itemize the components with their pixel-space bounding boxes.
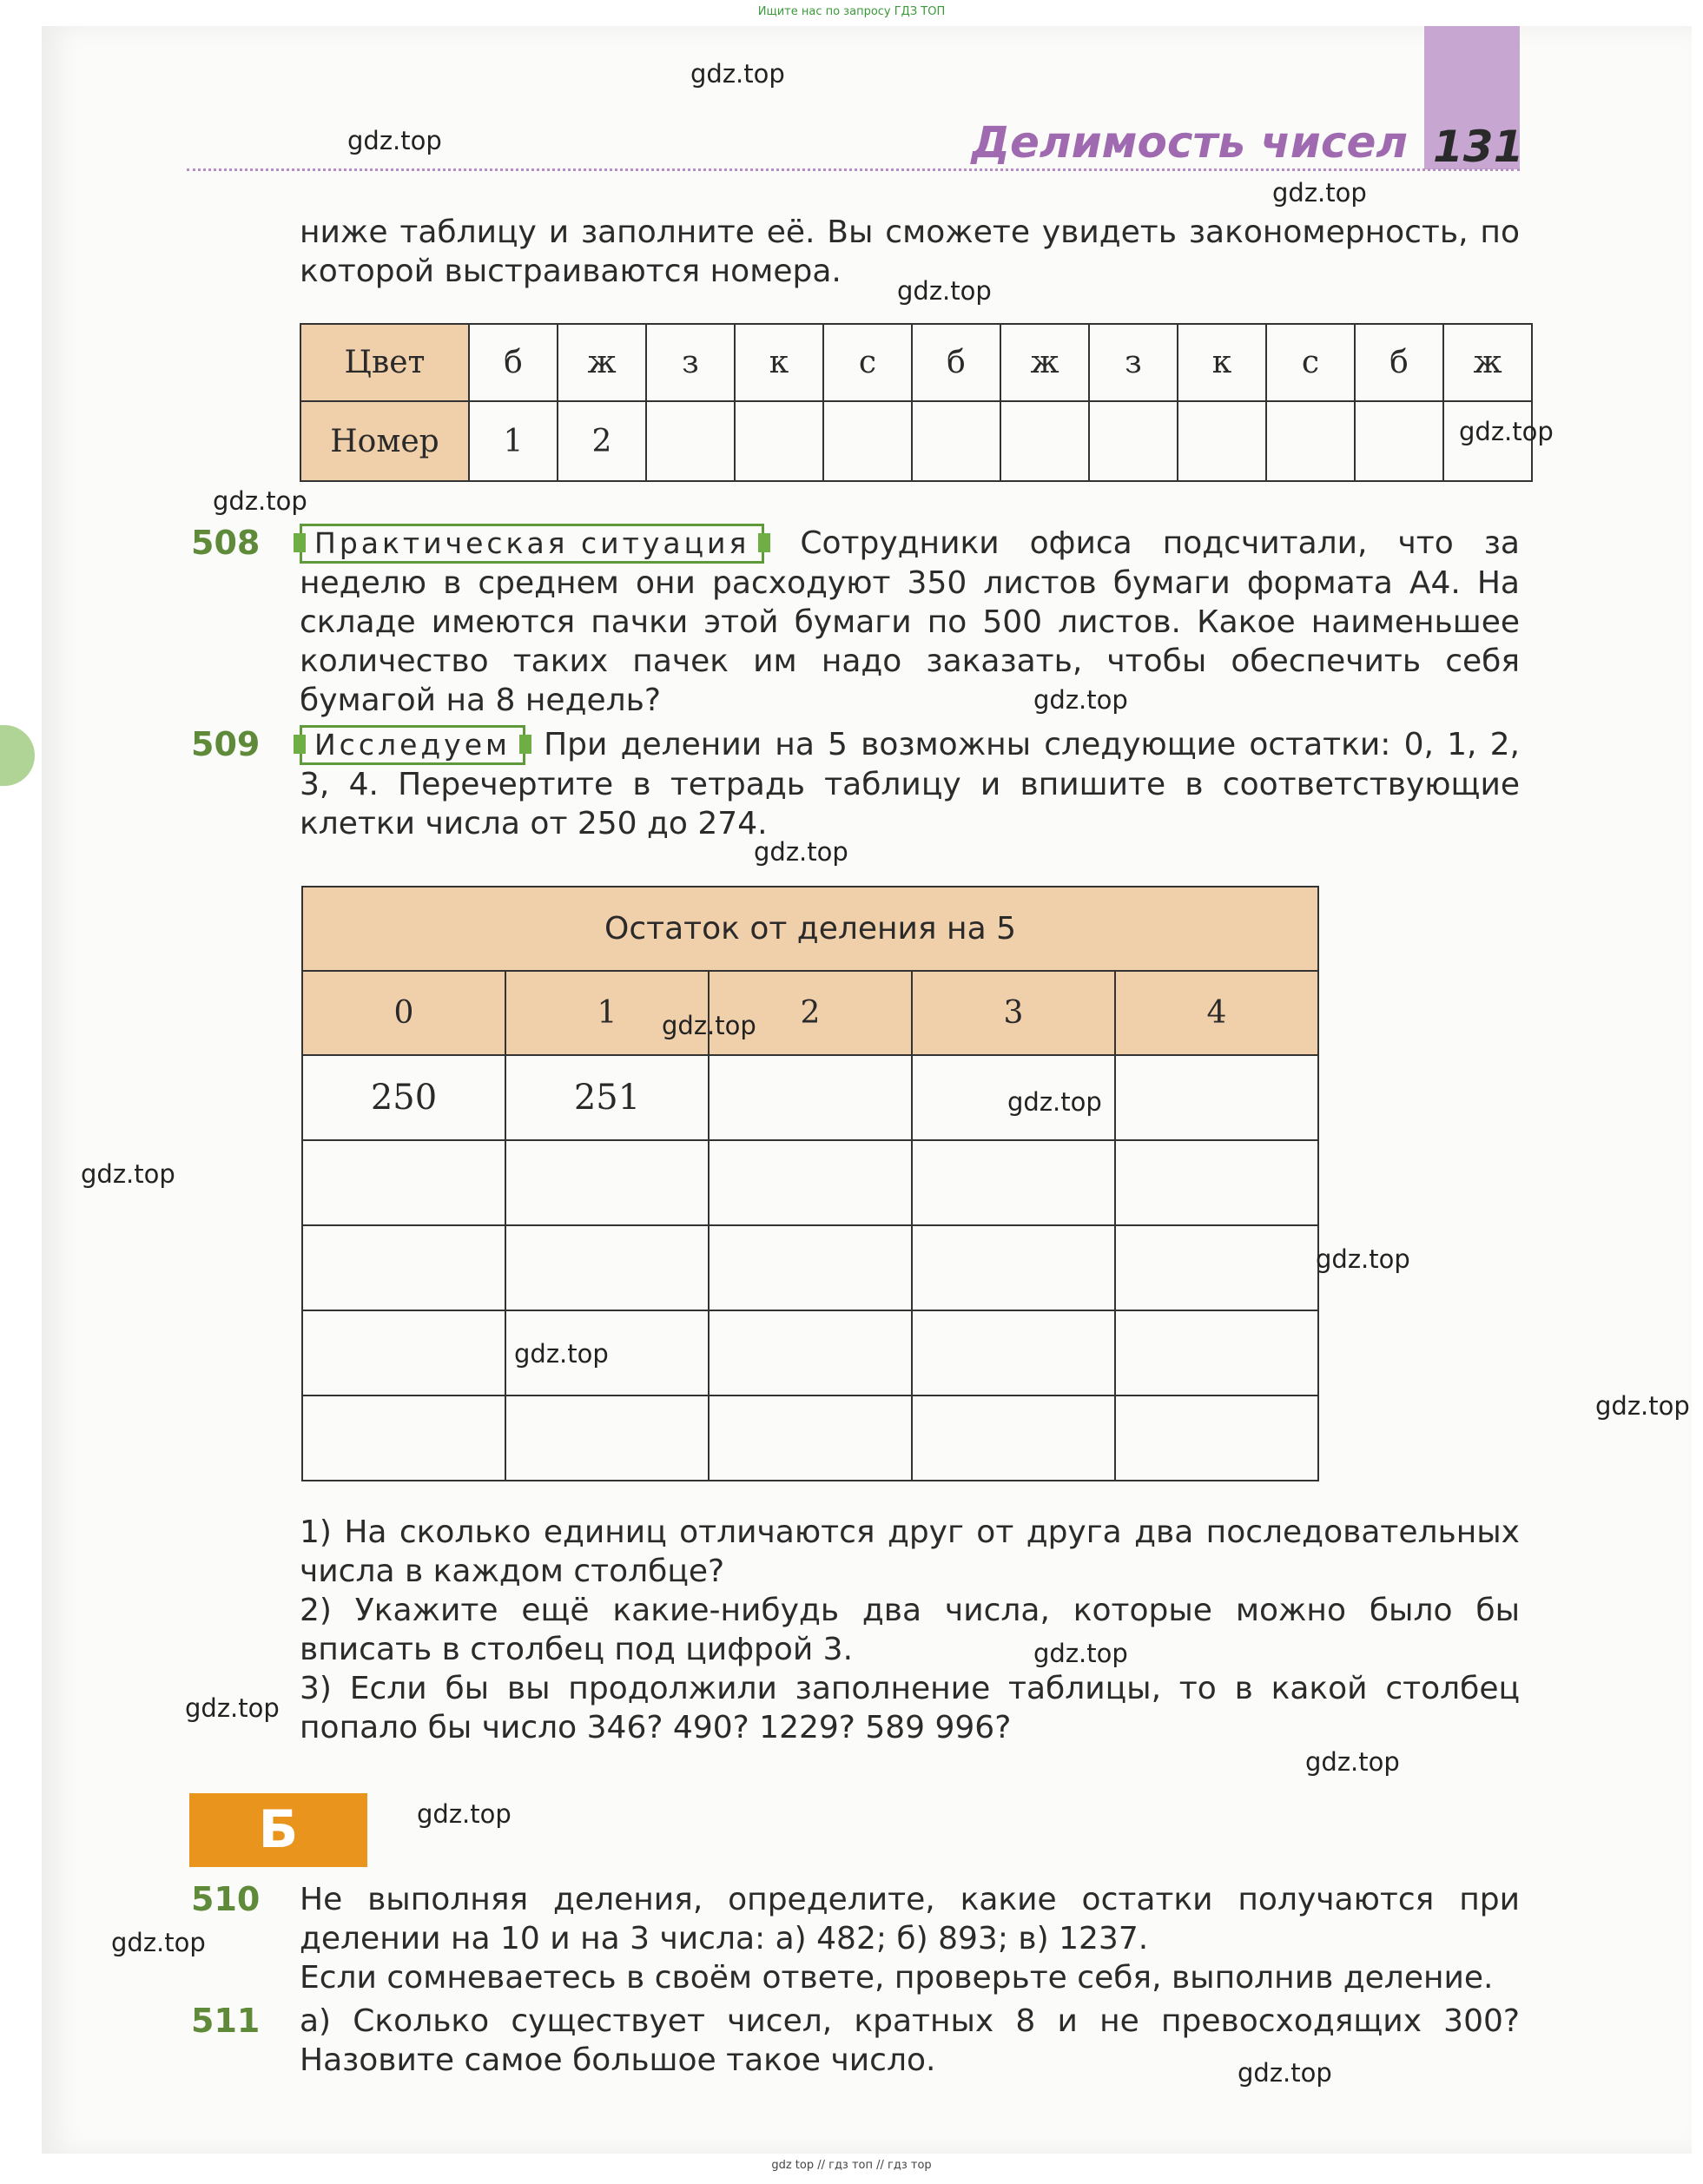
- remainder-header: 1: [505, 971, 709, 1055]
- watermark: gdz.top: [1459, 417, 1554, 446]
- chapter-title: Делимость чисел: [971, 117, 1408, 168]
- number-cell: [1000, 401, 1089, 481]
- table-row: [302, 1310, 1318, 1396]
- remainder-header: 4: [1115, 971, 1318, 1055]
- watermark: gdz.top: [1305, 1747, 1400, 1777]
- number-cell: 1: [469, 401, 558, 481]
- table-cell: [1115, 1140, 1318, 1225]
- remainder-header: 2: [709, 971, 912, 1055]
- page-number: 131: [1433, 122, 1524, 172]
- question-2: 2) Укажите ещё какие-нибудь два числа, которые можно было бы вписать в столбец под цифрой 3.: [300, 1593, 1520, 1667]
- watermark: gdz.top: [754, 837, 848, 867]
- watermark: gdz.top: [1238, 2058, 1332, 2088]
- problem-509-tag: Исследуем: [300, 725, 525, 765]
- table-cell: [912, 1310, 1115, 1396]
- color-cell: ж: [1000, 324, 1089, 401]
- problem-509-body: При делении на 5 возможны следующие остатки: 0, 1, 2, 3, 4. Перечертите в тетрадь таблицу и впишите в соответствующие клетки числа от 250 до 274.: [300, 727, 1520, 841]
- color-cell: з: [1089, 324, 1178, 401]
- watermark: gdz.top: [1316, 1244, 1410, 1274]
- number-cell: [735, 401, 823, 481]
- watermark: gdz.top: [1033, 1639, 1128, 1668]
- watermark: gdz.top: [347, 126, 442, 155]
- color-cell: к: [735, 324, 823, 401]
- number-cell: [912, 401, 1000, 481]
- color-cell: з: [646, 324, 735, 401]
- number-cell: [1266, 401, 1355, 481]
- watermark: gdz.top: [662, 1011, 756, 1040]
- problem-508-tag: Практическая ситуация: [300, 524, 764, 564]
- number-cell: [1355, 401, 1443, 481]
- table-row: [302, 1396, 1318, 1481]
- table-cell: [709, 1140, 912, 1225]
- table-cell: [505, 1225, 709, 1310]
- table-cell: [709, 1055, 912, 1140]
- color-cell: с: [1266, 324, 1355, 401]
- number-row: [300, 401, 1532, 481]
- table-cell: [302, 1140, 505, 1225]
- problem-511-text: а) Сколько существует чисел, кратных 8 и не превосходящих 300? Назовите самое большое такое число.: [300, 2003, 1520, 2078]
- table-cell: [709, 1396, 912, 1481]
- table-cell: [912, 1140, 1115, 1225]
- table-cell: [1115, 1055, 1318, 1140]
- problem-511-number: 511: [191, 2002, 261, 2040]
- problem-508-body: Сотрудники офиса подсчитали, что за неделю в среднем они расходуют 350 листов бумаги формата А4. На складе имеются пачки этой бумаги по 500 листов. Какое наименьшее количество таких пачек им надо заказать, чтобы обеспечить себя бумагой на 8 недель?: [300, 525, 1520, 718]
- watermark: gdz.top: [417, 1799, 512, 1829]
- problem-510-number: 510: [191, 1880, 261, 1918]
- table-cell: [302, 1310, 505, 1396]
- table-cell: [1115, 1310, 1318, 1396]
- watermark: gdz.top: [897, 276, 992, 306]
- color-cell: б: [1355, 324, 1443, 401]
- remainder-table-title: Остаток от деления на 5: [302, 887, 1318, 971]
- watermark: gdz.top: [185, 1693, 280, 1723]
- remainder-header: 3: [912, 971, 1115, 1055]
- table-row: [302, 1225, 1318, 1310]
- page-edge-marker: [0, 725, 35, 786]
- problem-508-number: 508: [191, 524, 261, 562]
- color-cell: ж: [558, 324, 646, 401]
- problem-510-text: Не выполняя деления, определите, какие остатки получаются при делении на 10 и на 3 числа: а) 482; б) 893; в) 1237.: [300, 1882, 1520, 1956]
- section-b-label: [189, 1793, 367, 1867]
- color-cell: к: [1178, 324, 1266, 401]
- row-label-number: Номер: [300, 401, 469, 481]
- table-cell: [709, 1310, 912, 1396]
- question-1: 1) На сколько единиц отличаются друг от друга два последовательных числа в каждом столбце?: [300, 1514, 1520, 1589]
- color-cell: б: [469, 324, 558, 401]
- color-number-table: [300, 323, 1533, 482]
- header-divider: [187, 168, 1520, 175]
- table-row: [302, 1055, 1318, 1140]
- table-row: [302, 1140, 1318, 1225]
- watermark: gdz.top: [514, 1339, 609, 1369]
- problem-509-number: 509: [191, 725, 261, 763]
- number-cell: 2: [558, 401, 646, 481]
- number-cell: [1178, 401, 1266, 481]
- problem-509-text: [300, 725, 1520, 843]
- table-cell: [912, 1225, 1115, 1310]
- section-b-letter: Б: [258, 1799, 299, 1860]
- table-cell: 251: [505, 1055, 709, 1140]
- number-cell: [823, 401, 912, 481]
- number-cell: [1089, 401, 1178, 481]
- watermark: gdz.top: [1272, 178, 1367, 208]
- number-cell: [646, 401, 735, 481]
- watermark: gdz.top: [1033, 685, 1128, 715]
- table-cell: [912, 1396, 1115, 1481]
- bottom-note: gdz top // гдз топ // гдз тор: [771, 2159, 932, 2172]
- top-note: Ищите нас по запросу ГДЗ ТОП: [757, 5, 946, 18]
- table-cell: [302, 1396, 505, 1481]
- watermark: gdz.top: [111, 1928, 206, 1957]
- watermark: gdz.top: [690, 59, 785, 89]
- intro-text: ниже таблицу и заполните её. Вы сможете увидеть закономерность, по которой выстраиваются номера.: [300, 214, 1520, 289]
- color-cell: с: [823, 324, 912, 401]
- color-cell: б: [912, 324, 1000, 401]
- problem-510-text-2: Если сомневаетесь в своём ответе, проверьте себя, выполнив деление.: [300, 1960, 1494, 1996]
- table-cell: [1115, 1225, 1318, 1310]
- table-cell: [709, 1225, 912, 1310]
- watermark: gdz.top: [213, 486, 307, 516]
- remainder-header: 0: [302, 971, 505, 1055]
- table-cell: [505, 1140, 709, 1225]
- color-row: [300, 324, 1532, 401]
- table-cell: 250: [302, 1055, 505, 1140]
- table-cell: [1115, 1396, 1318, 1481]
- watermark: gdz.top: [1007, 1087, 1102, 1117]
- table-cell: [505, 1396, 709, 1481]
- remainder-table: [301, 886, 1319, 1481]
- watermark: gdz.top: [1595, 1391, 1690, 1421]
- remainder-header-row: [302, 971, 1318, 1055]
- row-label-color: Цвет: [300, 324, 469, 401]
- table-cell: [302, 1225, 505, 1310]
- color-cell: ж: [1443, 324, 1532, 401]
- watermark: gdz.top: [81, 1159, 175, 1189]
- problem-508-text: [300, 524, 1520, 720]
- question-3: 3) Если бы вы продолжили заполнение таблицы, то в какой столбец попало бы число 346? 490? 1229? 589 996?: [300, 1671, 1520, 1745]
